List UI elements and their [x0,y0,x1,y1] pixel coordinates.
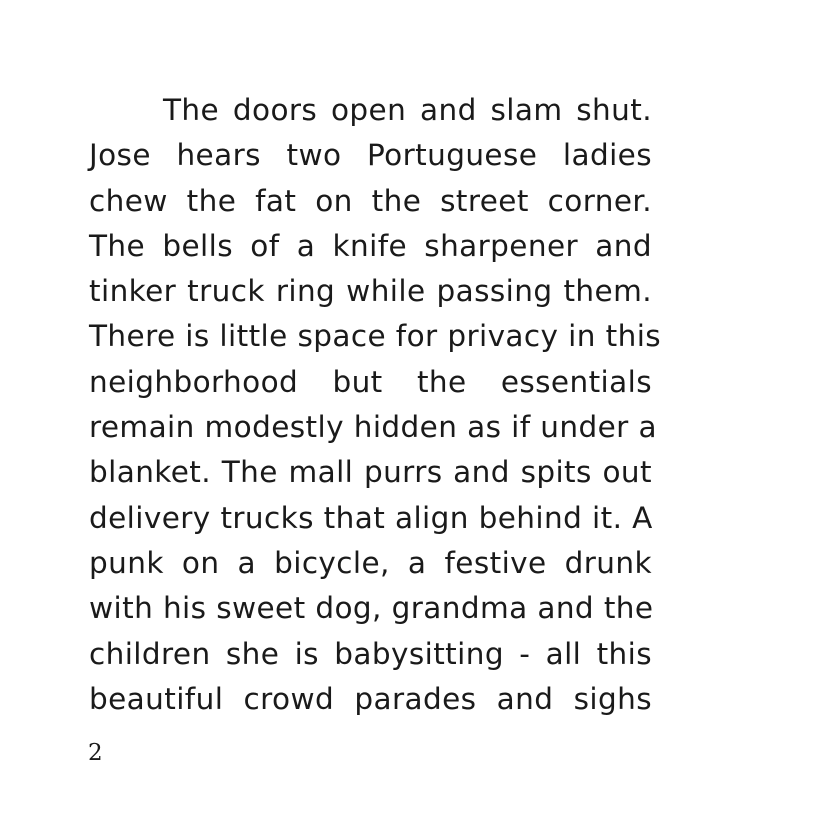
text-line: Jose hears two Portuguese ladies [89,138,652,173]
text-line: The doors open and slam shut. [163,93,652,127]
text-line: beautiful crowd parades and sighs [89,681,652,716]
text-line: chew the fat on the street corner. [89,183,652,218]
text-line: There is little space for privacy in this [89,319,662,354]
page-number: 2 [88,740,103,766]
text-line: punk on a bicycle, a festive drunk [89,545,652,580]
text-line: remain modestly hidden as if under a [89,410,657,445]
text-line: neighborhood but the essentials [89,364,652,399]
text-line: blanket. The mall purrs and spits out [89,455,652,490]
text-line: children she is babysitting - all this [89,636,652,671]
text-line: delivery trucks that align behind it. A [89,500,653,535]
text-line: The bells of a knife sharpener and [89,228,652,263]
body-paragraph [89,88,662,722]
text-line: tinker truck ring while passing them. [89,274,652,309]
text-line: with his sweet dog, grandma and the [89,591,654,626]
